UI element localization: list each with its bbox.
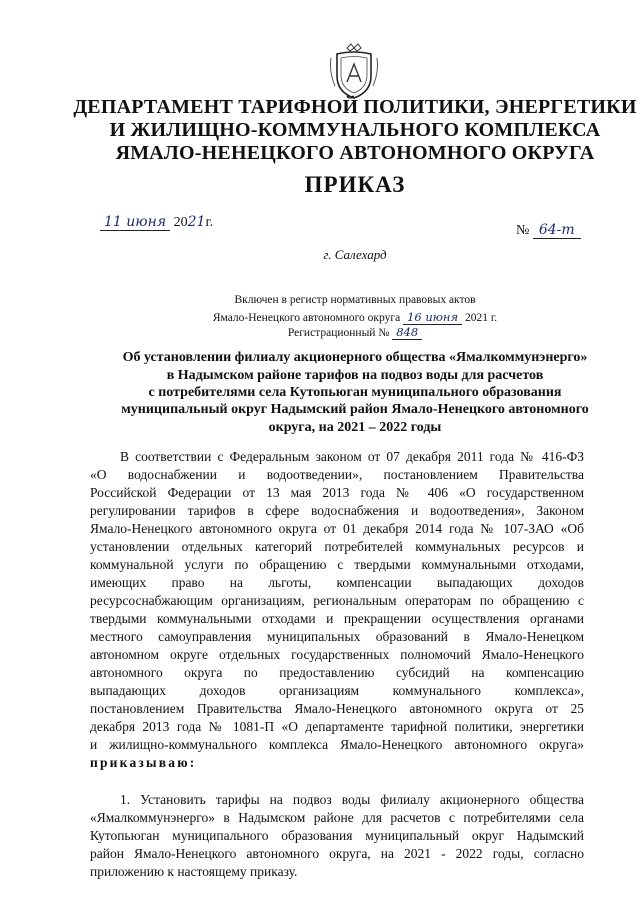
- item-1-line: Кутопьюган муниципального образования муниципальный округ Надымский: [90, 828, 584, 843]
- preamble-line: В соответствии с Федеральным законом от 07 декабря 2011 года № 416-ФЗ: [120, 449, 584, 464]
- preamble-line: декабря 2013 года № 1081-П «О департаменте тарифной политики, энергетики: [90, 719, 584, 734]
- preamble-line: и жилищно-коммунального комплекса Ямало-Ненецкого автономного округа»: [90, 737, 584, 752]
- preamble-line: ресурсоснабжающим организациям, региональным операторам по обращению с: [90, 593, 584, 608]
- preamble-line: установлении отдельных категорий потребителей коммунальных ресурсов и: [90, 539, 584, 554]
- preamble-line: коммунальной услуги по обращению с твердыми коммунальными отходами,: [90, 557, 584, 572]
- date-suffix: г.: [205, 215, 214, 230]
- document-type: ПРИКАЗ: [304, 172, 406, 197]
- preamble-line: твердыми коммунальными отходами и прекращении осуществления органами: [90, 611, 584, 626]
- department-name-line-2: И ЖИЛИЩНО-КОММУНАЛЬНОГО КОМПЛЕКСА: [109, 119, 601, 141]
- preamble-line: автономном округе отдельных государственных полномочий Ямало-Ненецкого: [90, 647, 584, 662]
- preamble-line: выпадающих доходов организациям коммунального комплекса»,: [90, 683, 584, 698]
- registration-line-3: [60, 325, 640, 339]
- preamble-line: местного самоуправления муниципальных образований в Ямало-Ненецком: [90, 629, 584, 644]
- order-word: приказываю:: [90, 755, 197, 770]
- document-title-line: округа, на 2021 – 2022 годы: [268, 420, 442, 435]
- preamble-line: постановлением Правительства Ямало-Ненецкого автономного округа от 25: [90, 701, 584, 716]
- department-name-line-1: ДЕПАРТАМЕНТ ТАРИФНОЙ ПОЛИТИКИ, ЭНЕРГЕТИКИ: [73, 96, 637, 118]
- registration-line-2: [60, 310, 640, 324]
- preamble-line: «О водоснабжении и водоотведении», постановлением Правительства: [90, 467, 584, 482]
- department-name-line-3: ЯМАЛО-НЕНЕЦКОГО АВТОНОМНОГО ОКРУГА: [115, 142, 595, 164]
- order-number: [516, 222, 581, 239]
- preamble-line: автономного округа по предоставлению субсидий на компенсацию: [90, 665, 584, 680]
- handwritten-number: 64-т: [533, 222, 581, 239]
- preamble-line: Российской Федерации от 13 мая 2013 года № 406 «О государственном: [90, 485, 584, 500]
- registration-handwritten-number: 848: [392, 325, 422, 340]
- preamble-line: имеющих право на льготы, компенсации выпадающих доходов: [90, 575, 584, 590]
- registration-handwritten-date: 16 июня: [403, 310, 462, 325]
- registration-line-2-suffix: 2021 г.: [464, 312, 498, 324]
- order-date: [100, 214, 213, 231]
- number-label: №: [516, 223, 530, 238]
- preamble-line: регулировании тарифов в сфере водоснабжения и водоотведения», Законом: [90, 503, 584, 518]
- city: г. Салехард: [323, 247, 387, 262]
- document-title-line: в Надымском районе тарифов на подвоз воды для расчетов: [166, 368, 544, 383]
- registration-number-label: Регистрационный №: [287, 327, 390, 339]
- document-title-line: муниципальный округ Надымский район Ямало-Ненецкого автономного: [121, 402, 589, 417]
- registration-line-1: Включен в регистр нормативных правовых актов: [234, 294, 476, 306]
- handwritten-date: 11 июня: [100, 214, 170, 231]
- item-1-line: район Ямало-Ненецкого автономного округа, на 2021 - 2022 годы, согласно: [90, 846, 584, 861]
- date-year-prefix: 20: [173, 215, 188, 230]
- item-1-line: приложению к настоящему приказу.: [90, 864, 298, 879]
- document-title-line: Об установлении филиалу акционерного общества «Ямалкоммунэнерго»: [122, 350, 588, 365]
- coat-of-arms-emblem: [327, 42, 381, 100]
- handwritten-year: 21: [187, 214, 206, 230]
- preamble-line: Ямало-Ненецкого автономного округа от 01 декабря 2014 года № 107-ЗАО «Об: [90, 521, 584, 536]
- item-1-line: «Ямалкоммунэнерго» в Надымском районе для расчетов с потребителями села: [90, 810, 584, 825]
- registration-line-2-prefix: Ямало-Ненецкого автономного округа: [212, 312, 401, 324]
- document-title-line: с потребителями села Кутопьюган муниципального образования: [148, 385, 562, 400]
- item-1-line: 1. Установить тарифы на подвоз воды филиалу акционерного общества: [120, 792, 584, 807]
